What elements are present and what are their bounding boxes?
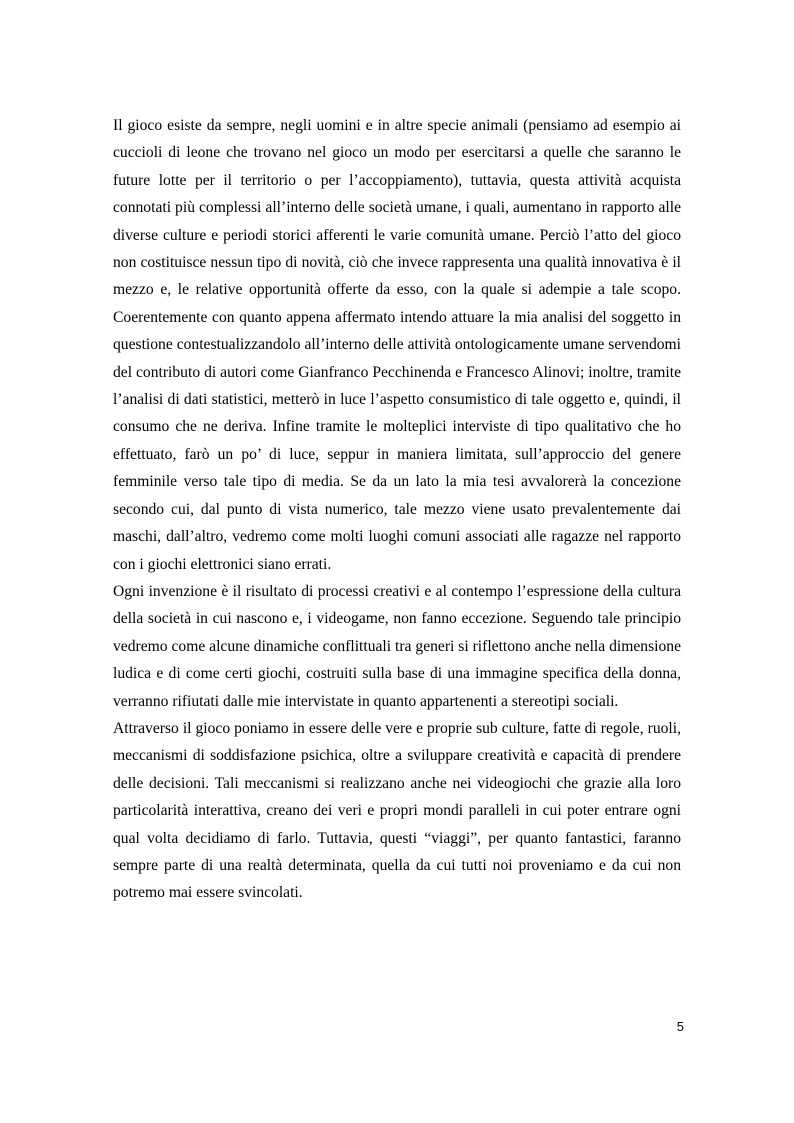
page-number: 5 bbox=[676, 1019, 684, 1034]
paragraph-2: Ogni invenzione è il risultato di processi creativi e al contempo l’espressione della cultura della società in cui nascono e, i videogame, non fanno eccezione. Seguendo tale principio vedremo come alcune dinamiche conflittuali tra generi si riflettono anche nella dimensione ludica e di come certi giochi, costruiti sulla base di una immagine specifica della donna, verranno rifiutati dalle mie intervistate in quanto appartenenti a stereotipi sociali. bbox=[113, 582, 681, 710]
body-text bbox=[113, 112, 681, 907]
paragraph-1: Il gioco esiste da sempre, negli uomini e in altre specie animali (pensiamo ad esempio ai cuccioli di leone che trovano nel gioco un modo per esercitarsi a quelle che saranno le future lotte per il territorio o per l’accoppiamento), tuttavia, questa attività acquista connotati più complessi all’interno delle società umane, i quali, aumentano in rapporto alle diverse culture e periodi storici afferenti le varie comunità umane. Perciò l’atto del gioco non costituisce nessun tipo di novità, ciò che invece rappresenta una qualità innovativa è il mezzo e, le relative opportunità offerte da esso, con la quale si adempie a tale scopo. Coerentemente con quanto appena affermato intendo attuare la mia analisi del soggetto in questione contestualizzandolo all’interno delle attività ontologicamente umane servendomi del contributo di autori come Gianfranco Pecchinenda e Francesco Alinovi; inoltre, tramite l’analisi di dati statistici, metterò in luce l’aspetto consumistico di tale oggetto e, quindi, il consumo che ne deriva. Infine tramite le molteplici interviste di tipo qualitativo che ho effettuato, farò un po’ di luce, seppur in maniera limitata, sull’approccio del genere femminile verso tale tipo di media. Se da un lato la mia tesi avvalorerà la concezione secondo cui, dal punto di vista numerico, tale mezzo viene usato prevalentemente dai maschi, dall’altro, vedremo come molti luoghi comuni associati alle ragazze nel rapporto con i giochi elettronici siano errati. bbox=[113, 117, 681, 573]
paragraph-3: Attraverso il gioco poniamo in essere delle vere e proprie sub culture, fatte di regole, ruoli, meccanismi di soddisfazione psichica, oltre a sviluppare creatività e capacità di prendere delle decisioni. Tali meccanismi si realizzano anche nei videogiochi che grazie alla loro particolarità interattiva, creano dei veri e propri mondi paralleli in cui poter entrare ogni qual volta decidiamo di farlo. Tuttavia, questi “viaggi”, per quanto fantastici, faranno sempre parte di una realtà determinata, quella da cui tutti noi proveniamo e da cui non potremo mai essere svincolati. bbox=[113, 719, 681, 902]
